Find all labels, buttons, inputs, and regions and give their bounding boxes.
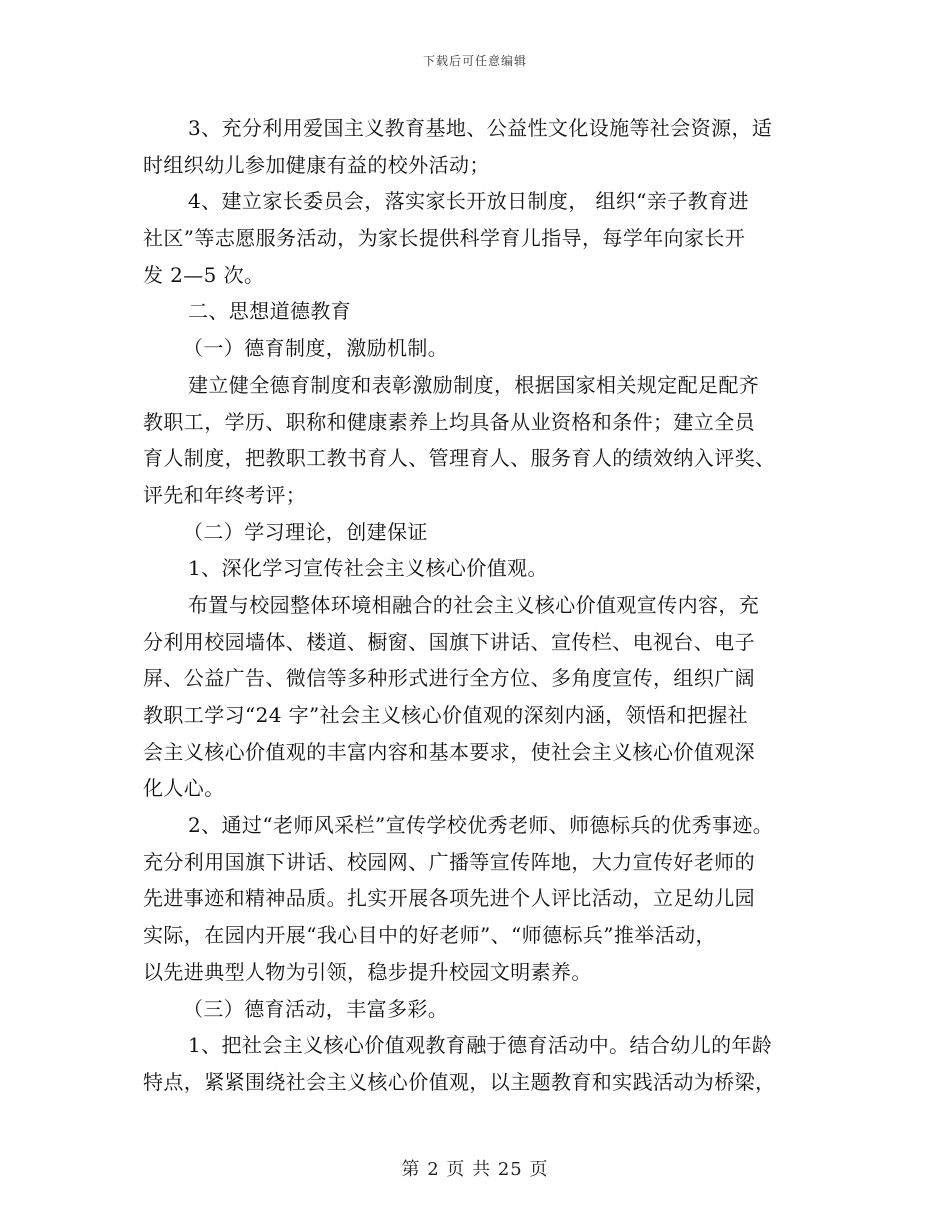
text-line: （三）德育活动，丰富多彩。 — [183, 996, 449, 1021]
text-line: 评先和年终考评； — [143, 482, 307, 507]
text-line: 二、思想道德教育 — [188, 299, 352, 324]
page-header: 下载后可任意编辑 — [422, 54, 527, 68]
text-line: 教职工学习“24 字”社会主义核心价值观的深刻内涵，领悟和把握社 — [143, 703, 749, 727]
text-line: 建立健全德育制度和表彰激励制度，根据国家相关规定配足配齐 — [188, 372, 760, 397]
text-line: 充分利用国旗下讲话、校园网、广播等宣传阵地，大力宣传好老师的 — [143, 849, 755, 874]
text-line: 布置与校园整体环境相融合的社会主义核心价值观宣传内容，充 — [188, 592, 760, 617]
text-line: 时组织幼儿参加健康有益的校外活动； — [143, 152, 490, 177]
text-line: 2、通过“老师风采栏”宣传学校优秀老师、师德标兵的优秀事迹。 — [188, 813, 774, 838]
text-line: 教职工，学历、职称和健康素养上均具备从业资格和条件；建立全员 — [143, 409, 755, 434]
text-line: （一）德育制度，激励机制。 — [183, 336, 449, 361]
page-footer: 第 2 页 共 25 页 — [401, 1159, 549, 1180]
text-line: 会主义核心价值观的丰富内容和基本要求，使社会主义核心价值观深 — [143, 739, 755, 764]
text-line: （二）学习理论，创建保证 — [183, 519, 428, 544]
text-line: 4、建立家长委员会，落实家长开放日制度， 组织“亲子教育进 — [188, 189, 749, 214]
text-line: 1、把社会主义核心价值观教育融于德育活动中。结合幼儿的年龄 — [188, 1033, 773, 1058]
text-line: 特点，紧紧围绕社会主义核心价值观，以主题教育和实践活动为桥梁， — [143, 1069, 776, 1094]
text-line: 3、充分利用爱国主义教育基地、公益性文化设施等社会资源，适 — [188, 116, 773, 140]
text-line: 分利用校园墙体、楼道、橱窗、国旗下讲话、宣传栏、电视台、电子 — [143, 629, 755, 654]
text-line: 以先进典型人物为引领，稳步提升校园文明素养。 — [143, 959, 592, 984]
text-line: 社区”等志愿服务活动，为家长提供科学育儿指导，每学年向家长开 — [143, 226, 746, 251]
text-line: 化人心。 — [143, 776, 225, 801]
document-body — [143, 110, 813, 1101]
text-line: 育人制度，把教职工教书育人、管理育人、服务育人的绩效纳入评奖、 — [143, 446, 776, 471]
text-line: 屏、公益广告、微信等多种形式进行全方位、多角度宣传，组织广阔 — [143, 666, 755, 691]
text-line: 发 2—5 次。 — [143, 262, 265, 287]
text-line: 实际，在园内开展“我心目中的好老师”、“师德标兵”推举活动， — [143, 923, 716, 948]
text-line: 1、深化学习宣传社会主义核心价值观。 — [188, 556, 548, 581]
text-line: 先进事迹和精神品质。扎实开展各项先进个人评比活动，立足幼儿园 — [143, 886, 755, 911]
